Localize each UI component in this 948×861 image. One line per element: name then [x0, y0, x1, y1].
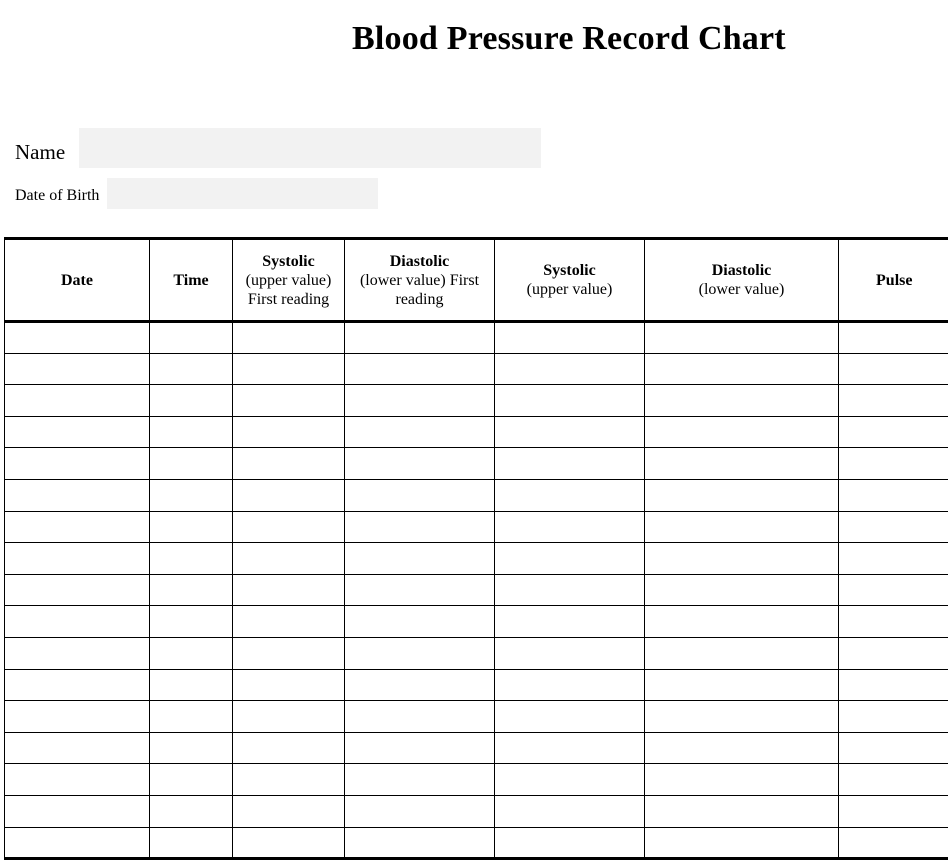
- column-header-subtitle: (upper value) First reading: [245, 271, 332, 308]
- table-cell-pulse[interactable]: [839, 701, 948, 733]
- table-cell-time[interactable]: [150, 669, 233, 701]
- table-cell-systolic[interactable]: [495, 416, 645, 448]
- column-header-subtitle: (lower value): [698, 281, 785, 298]
- table-cell-date[interactable]: [5, 701, 150, 733]
- table-cell-systolic-first[interactable]: [233, 543, 345, 575]
- table-cell-systolic-first[interactable]: [233, 764, 345, 796]
- table-cell-systolic-first[interactable]: [233, 637, 345, 669]
- table-cell-diastolic-first[interactable]: [345, 669, 495, 701]
- table-cell-pulse[interactable]: [839, 511, 948, 543]
- table-cell-diastolic-first[interactable]: [345, 448, 495, 480]
- table-cell-time[interactable]: [150, 574, 233, 606]
- table-cell-pulse[interactable]: [839, 764, 948, 796]
- table-cell-diastolic[interactable]: [645, 764, 839, 796]
- table-cell-date[interactable]: [5, 511, 150, 543]
- table-cell-diastolic-first[interactable]: [345, 574, 495, 606]
- table-cell-systolic-first[interactable]: [233, 795, 345, 827]
- table-cell-date[interactable]: [5, 353, 150, 385]
- table-cell-date[interactable]: [5, 795, 150, 827]
- table-cell-systolic[interactable]: [495, 353, 645, 385]
- column-header-time: [150, 239, 233, 322]
- table-cell-diastolic-first[interactable]: [345, 511, 495, 543]
- table-body: [5, 322, 948, 859]
- table-cell-systolic[interactable]: [495, 732, 645, 764]
- table-cell-diastolic-first[interactable]: [345, 606, 495, 638]
- table-cell-pulse[interactable]: [839, 732, 948, 764]
- table-cell-systolic[interactable]: [495, 701, 645, 733]
- table-cell-time[interactable]: [150, 701, 233, 733]
- table-cell-pulse[interactable]: [839, 416, 948, 448]
- table-cell-systolic-first[interactable]: [233, 732, 345, 764]
- table-row: [5, 669, 948, 701]
- table-cell-time[interactable]: [150, 764, 233, 796]
- table-cell-diastolic-first[interactable]: [345, 479, 495, 511]
- table-cell-diastolic[interactable]: [645, 479, 839, 511]
- column-header-diastolic: [645, 239, 839, 322]
- table-cell-pulse[interactable]: [839, 574, 948, 606]
- table-cell-date[interactable]: [5, 448, 150, 480]
- table-cell-date[interactable]: [5, 574, 150, 606]
- table-cell-systolic[interactable]: [495, 511, 645, 543]
- table-cell-diastolic-first[interactable]: [345, 827, 495, 859]
- column-header-title: Diastolic: [389, 252, 450, 270]
- table-cell-systolic[interactable]: [495, 574, 645, 606]
- table-cell-time[interactable]: [150, 637, 233, 669]
- table-cell-systolic[interactable]: [495, 543, 645, 575]
- table-cell-pulse[interactable]: [839, 353, 948, 385]
- table-cell-systolic-first[interactable]: [233, 511, 345, 543]
- table-cell-systolic-first[interactable]: [233, 574, 345, 606]
- table-cell-systolic[interactable]: [495, 606, 645, 638]
- date-of-birth-label: Date of Birth: [15, 187, 100, 204]
- table-cell-date[interactable]: [5, 637, 150, 669]
- table-cell-pulse[interactable]: [839, 827, 948, 859]
- column-header-subtitle: (lower value) First reading: [359, 271, 480, 308]
- table-cell-time[interactable]: [150, 795, 233, 827]
- table-cell-systolic-first[interactable]: [233, 322, 345, 354]
- table-row: [5, 543, 948, 575]
- table-cell-date[interactable]: [5, 606, 150, 638]
- column-header-title: Pulse: [876, 271, 913, 289]
- table-row: [5, 574, 948, 606]
- table-cell-time[interactable]: [150, 827, 233, 859]
- table-cell-systolic[interactable]: [495, 448, 645, 480]
- table-cell-systolic-first[interactable]: [233, 701, 345, 733]
- table-cell-diastolic[interactable]: [645, 669, 839, 701]
- column-header-subtitle: (upper value): [526, 281, 613, 298]
- table-cell-diastolic[interactable]: [645, 574, 839, 606]
- table-cell-date[interactable]: [5, 543, 150, 575]
- date-of-birth-field[interactable]: [107, 178, 378, 209]
- table-cell-systolic-first[interactable]: [233, 479, 345, 511]
- table-cell-diastolic-first[interactable]: [345, 764, 495, 796]
- table-cell-pulse[interactable]: [839, 606, 948, 638]
- table-cell-date[interactable]: [5, 732, 150, 764]
- column-header-title: Diastolic: [711, 262, 772, 279]
- table-cell-diastolic[interactable]: [645, 732, 839, 764]
- table-row: [5, 479, 948, 511]
- table-cell-time[interactable]: [150, 606, 233, 638]
- table-row: [5, 322, 948, 354]
- table-cell-time[interactable]: [150, 322, 233, 354]
- table-cell-systolic[interactable]: [495, 322, 645, 354]
- table-cell-pulse[interactable]: [839, 479, 948, 511]
- table-header-row: [5, 239, 948, 322]
- table-cell-time[interactable]: [150, 479, 233, 511]
- table-cell-diastolic[interactable]: [645, 322, 839, 354]
- table-row: [5, 353, 948, 385]
- table-cell-systolic[interactable]: [495, 385, 645, 417]
- table-cell-date[interactable]: [5, 322, 150, 354]
- table-cell-diastolic[interactable]: [645, 606, 839, 638]
- table-cell-diastolic-first[interactable]: [345, 732, 495, 764]
- column-header-systolic: [495, 239, 645, 322]
- table-row: [5, 606, 948, 638]
- table-cell-systolic-first[interactable]: [233, 353, 345, 385]
- table-cell-time[interactable]: [150, 416, 233, 448]
- column-header-diastolic-first: [345, 239, 495, 322]
- table-cell-pulse[interactable]: [839, 385, 948, 417]
- table-cell-date[interactable]: [5, 764, 150, 796]
- table-row: [5, 795, 948, 827]
- blood-pressure-table: [4, 237, 948, 860]
- table-cell-pulse[interactable]: [839, 448, 948, 480]
- table-cell-time[interactable]: [150, 385, 233, 417]
- name-field[interactable]: [79, 128, 541, 168]
- table-cell-diastolic[interactable]: [645, 385, 839, 417]
- table-cell-diastolic[interactable]: [645, 416, 839, 448]
- table-cell-systolic[interactable]: [495, 795, 645, 827]
- table-cell-diastolic[interactable]: [645, 543, 839, 575]
- table-cell-diastolic-first[interactable]: [345, 543, 495, 575]
- table-row: [5, 637, 948, 669]
- table-cell-diastolic-first[interactable]: [345, 637, 495, 669]
- table-cell-systolic-first[interactable]: [233, 448, 345, 480]
- table-cell-diastolic-first[interactable]: [345, 416, 495, 448]
- table-cell-diastolic-first[interactable]: [345, 795, 495, 827]
- table-cell-date[interactable]: [5, 416, 150, 448]
- table-cell-diastolic[interactable]: [645, 701, 839, 733]
- table-cell-systolic-first[interactable]: [233, 669, 345, 701]
- column-header-date: [5, 239, 150, 322]
- table-row: [5, 511, 948, 543]
- table-cell-pulse[interactable]: [839, 795, 948, 827]
- table-cell-systolic[interactable]: [495, 827, 645, 859]
- name-label: Name: [15, 140, 66, 164]
- table-cell-pulse[interactable]: [839, 322, 948, 354]
- column-header-title: Systolic: [262, 252, 315, 270]
- table-row: [5, 448, 948, 480]
- table-cell-diastolic[interactable]: [645, 637, 839, 669]
- table-cell-systolic[interactable]: [495, 637, 645, 669]
- table-cell-diastolic[interactable]: [645, 511, 839, 543]
- column-header-title: Systolic: [543, 262, 596, 279]
- table-cell-diastolic[interactable]: [645, 448, 839, 480]
- table-cell-diastolic-first[interactable]: [345, 322, 495, 354]
- table-cell-systolic-first[interactable]: [233, 416, 345, 448]
- page-title: Blood Pressure Record Chart: [352, 20, 786, 57]
- table-cell-date[interactable]: [5, 827, 150, 859]
- table-cell-pulse[interactable]: [839, 543, 948, 575]
- table-cell-date[interactable]: [5, 385, 150, 417]
- table-cell-systolic-first[interactable]: [233, 385, 345, 417]
- table-cell-diastolic[interactable]: [645, 827, 839, 859]
- table-cell-systolic[interactable]: [495, 764, 645, 796]
- table-row: [5, 827, 948, 859]
- table-cell-time[interactable]: [150, 543, 233, 575]
- table-row: [5, 385, 948, 417]
- table-cell-systolic[interactable]: [495, 479, 645, 511]
- table-row: [5, 732, 948, 764]
- table-cell-time[interactable]: [150, 732, 233, 764]
- table-cell-date[interactable]: [5, 479, 150, 511]
- table-cell-time[interactable]: [150, 448, 233, 480]
- table-cell-diastolic-first[interactable]: [345, 353, 495, 385]
- table-cell-systolic[interactable]: [495, 669, 645, 701]
- table-row: [5, 764, 948, 796]
- table-cell-diastolic-first[interactable]: [345, 701, 495, 733]
- table-cell-pulse[interactable]: [839, 637, 948, 669]
- table-cell-pulse[interactable]: [839, 669, 948, 701]
- table-row: [5, 701, 948, 733]
- column-header-pulse: [839, 239, 948, 322]
- table-cell-time[interactable]: [150, 353, 233, 385]
- table-cell-systolic-first[interactable]: [233, 606, 345, 638]
- table-cell-time[interactable]: [150, 511, 233, 543]
- table-cell-systolic-first[interactable]: [233, 827, 345, 859]
- column-header-title: Time: [173, 271, 209, 289]
- table-cell-diastolic[interactable]: [645, 795, 839, 827]
- table-cell-date[interactable]: [5, 669, 150, 701]
- table-cell-diastolic[interactable]: [645, 353, 839, 385]
- table-row: [5, 416, 948, 448]
- column-header-systolic-first: [233, 239, 345, 322]
- table-cell-diastolic-first[interactable]: [345, 385, 495, 417]
- column-header-title: Date: [61, 271, 93, 289]
